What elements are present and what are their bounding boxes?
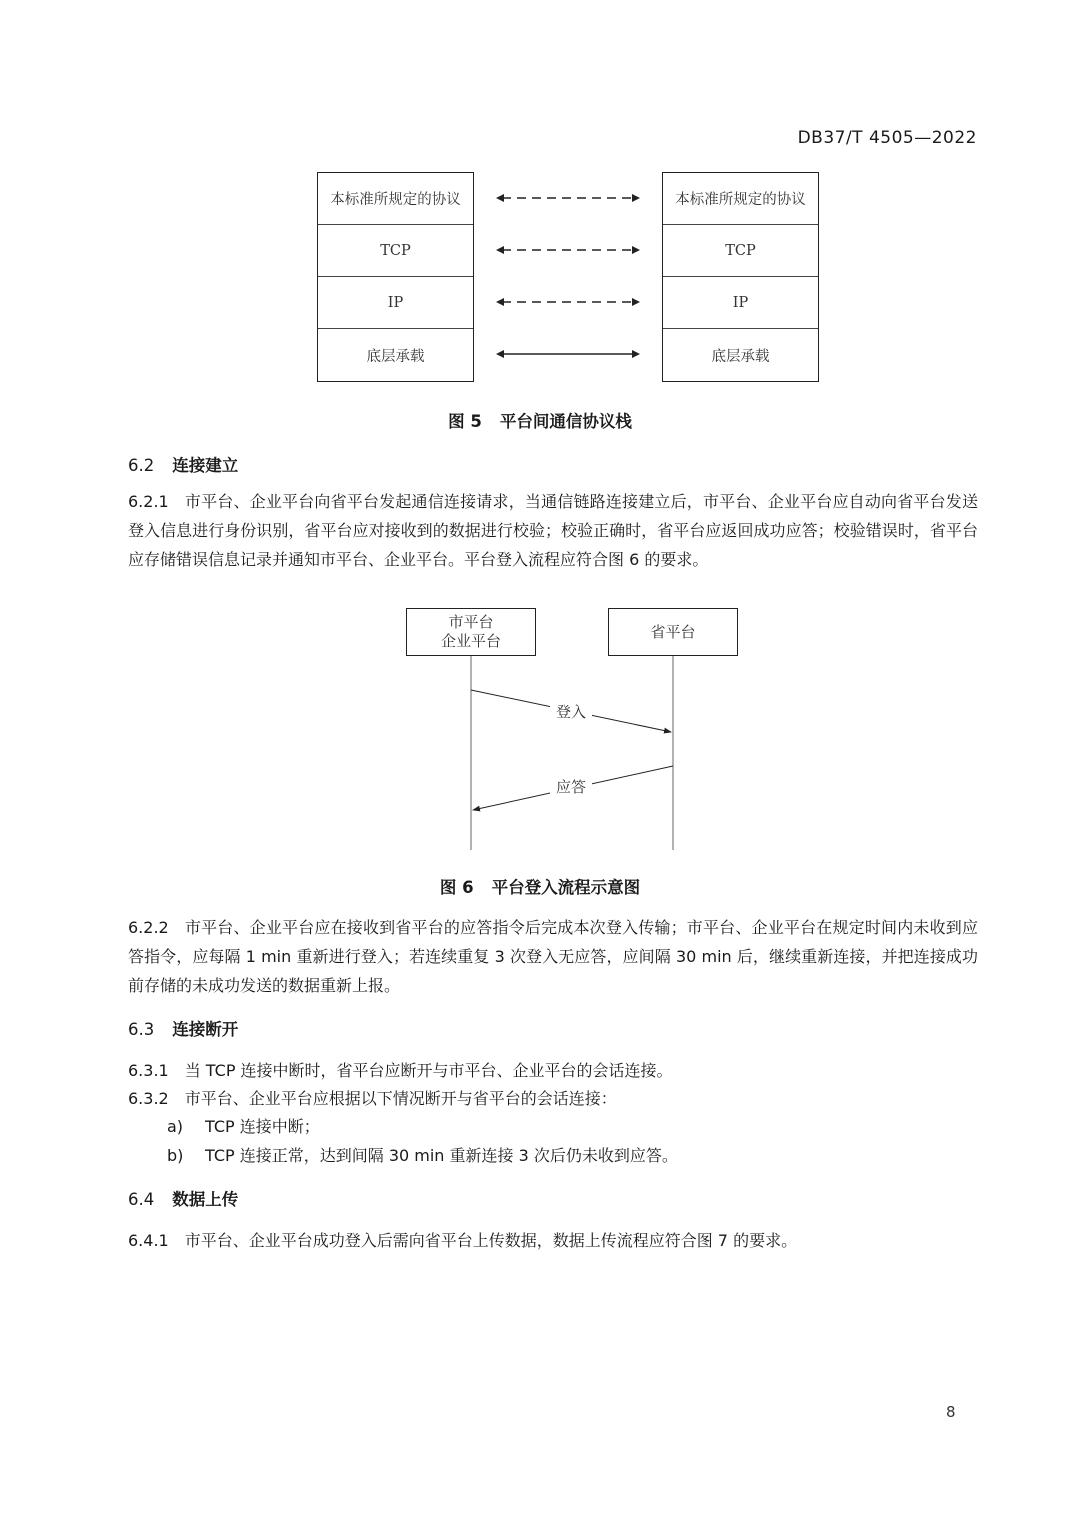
document-code: DB37/T 4505—2022 (797, 128, 977, 148)
bidirectional-arrow (496, 194, 640, 202)
clause-text: 市平台、企业平台向省平台发起通信连接请求，当通信链路连接建立后，市平台、企业平台应自动向省平台发送登入信息进行身份识别，省平台应对接收到的数据进行校验；校验正确时，省平台应返回成功应答；校验错误时，省平台应存储错误信息记录并通知市平台、企业平台。平台登入流程应符合图 6 的要求。 (128, 492, 978, 569)
clause-text: 市平台、企业平台成功登入后需向省平台上传数据，数据上传流程应符合图 7 的要求。 (184, 1231, 798, 1250)
stack-layer: IP (318, 277, 473, 329)
figure6-title: 平台登入流程示意图 (491, 878, 641, 897)
actor-city-enterprise-platform (406, 608, 536, 656)
actor-label: 市平台 (448, 613, 494, 631)
stack-layer: 本标准所规定的协议 (663, 173, 818, 225)
paragraph-6-2-1 (128, 487, 978, 574)
clause-text: 当 TCP 连接中断时，省平台应断开与市平台、企业平台的会话连接。 (184, 1061, 673, 1080)
section-number: 6.2 (128, 456, 155, 475)
stack-layer: IP (663, 277, 818, 329)
section-number: 6.3 (128, 1020, 155, 1039)
arrowhead-left (496, 194, 504, 202)
stack-layer: 底层承载 (711, 348, 770, 365)
protocol-arrows (494, 172, 644, 382)
message-login-label: 登入 (550, 701, 592, 722)
stack-layer: 底层承载 (366, 348, 425, 365)
bidirectional-arrow (496, 350, 640, 358)
figure5-title: 平台间通信协议栈 (499, 412, 632, 431)
figure5-caption (0, 408, 1080, 432)
arrowhead-right (632, 246, 640, 254)
list-item-a (167, 1114, 320, 1137)
arrowhead-right (632, 194, 640, 202)
arrowhead-left (496, 350, 504, 358)
clause-text: 市平台、企业平台应在接收到省平台的应答指令后完成本次登入传输；市平台、企业平台在规定时间内未收到应答指令，应每隔 1 min 重新进行登入；若连续重复 3 次登入无应答，应间隔 30 min 后，继续重新连接，并把连接成功前存储的未成功发送的数据重新上报。 (128, 918, 978, 995)
arrowhead-left (496, 298, 504, 306)
protocol-stack-right (662, 172, 819, 382)
paragraph-6-3-2 (128, 1086, 617, 1109)
section-heading-6-2 (128, 452, 238, 476)
figure5-number: 图 5 (448, 412, 482, 431)
message-response-label: 应答 (550, 776, 592, 797)
section-title: 连接建立 (172, 456, 239, 475)
arrowhead-right (632, 350, 640, 358)
list-text: TCP 连接中断； (205, 1117, 320, 1136)
actor-label: 企业平台 (440, 632, 501, 650)
clause-number: 6.2.1 (128, 492, 169, 511)
stack-layer: TCP (663, 225, 818, 277)
arrowhead-left (496, 246, 504, 254)
stack-layer: 本标准所规定的协议 (318, 173, 473, 225)
arrowhead-right (632, 298, 640, 306)
protocol-stack-left (317, 172, 474, 382)
list-marker: b) (167, 1146, 184, 1165)
list-text: TCP 连接正常，达到间隔 30 min 重新连接 3 次后仍未收到应答。 (205, 1146, 678, 1165)
page-number: 8 (946, 1403, 956, 1421)
stack-layer: TCP (318, 225, 473, 277)
actor-province-platform (608, 608, 738, 656)
actor-label: 省平台 (650, 622, 696, 641)
section-title: 连接断开 (172, 1020, 239, 1039)
section-heading-6-4 (128, 1186, 238, 1210)
paragraph-6-4-1 (128, 1228, 797, 1251)
figure6-caption (0, 874, 1080, 898)
list-item-b (167, 1143, 678, 1166)
section-number: 6.4 (128, 1190, 155, 1209)
clause-text: 市平台、企业平台应根据以下情况断开与省平台的会话连接： (184, 1089, 617, 1108)
bidirectional-arrow (496, 246, 640, 254)
list-marker: a) (167, 1117, 184, 1136)
clause-number: 6.3.1 (128, 1061, 169, 1080)
clause-number: 6.3.2 (128, 1089, 169, 1108)
clause-number: 6.4.1 (128, 1231, 169, 1250)
paragraph-6-2-2 (128, 913, 978, 1000)
section-heading-6-3 (128, 1016, 238, 1040)
paragraph-6-3-1 (128, 1058, 673, 1081)
section-title: 数据上传 (172, 1190, 239, 1209)
figure6-number: 图 6 (439, 878, 474, 897)
clause-number: 6.2.2 (128, 918, 169, 937)
bidirectional-arrow (496, 298, 640, 306)
